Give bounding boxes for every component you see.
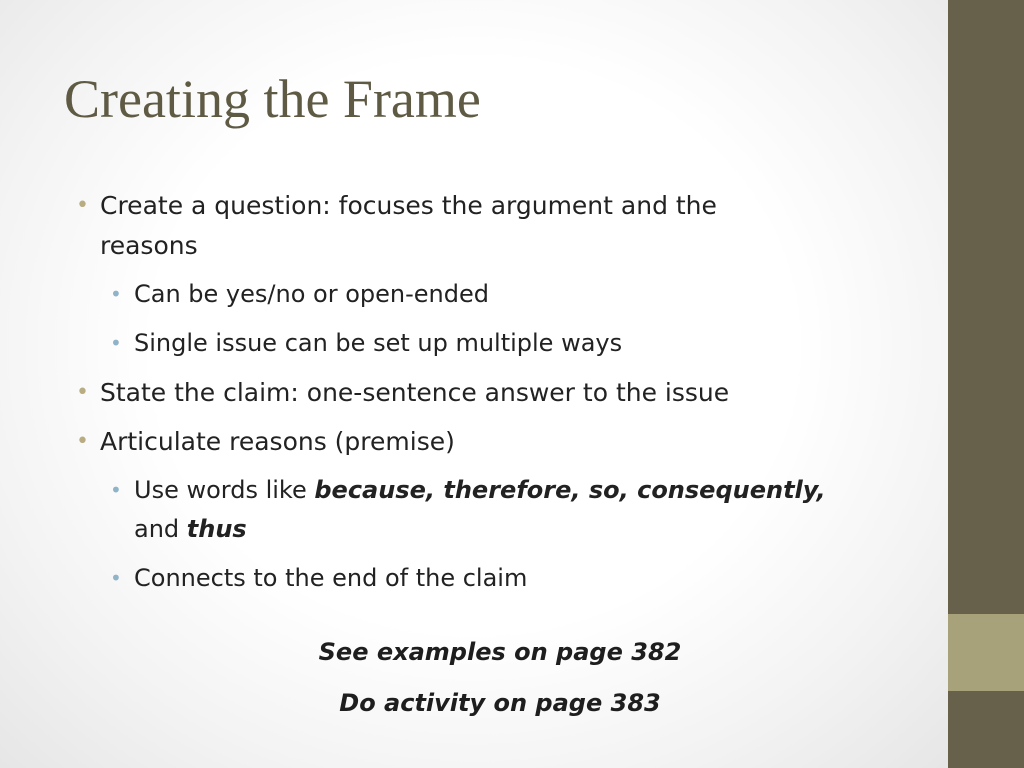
sub-bullet-text: Use words like xyxy=(134,476,315,504)
bullet-create-question xyxy=(76,186,896,266)
footer-examples-note: See examples on page 382 xyxy=(318,638,682,666)
sidebar-decoration xyxy=(948,0,1024,614)
sub-bullet-text: Single issue can be set up multiple ways xyxy=(134,329,623,357)
sub-bullet-connects xyxy=(76,559,896,598)
bullet-articulate-reasons xyxy=(76,422,896,462)
sub-bullet-marker: • xyxy=(110,566,122,590)
sub-bullet-text: Can be yes/no or open-ended xyxy=(134,280,489,308)
sub-bullet-text: Connects to the end of the claim xyxy=(134,564,528,592)
sub-bullet-single-issue xyxy=(76,324,896,363)
bullet-list xyxy=(76,186,896,608)
emphasized-keyword-thus: thus xyxy=(186,515,247,543)
bullet-state-claim xyxy=(76,373,896,413)
sub-bullet-yes-no xyxy=(76,275,896,314)
slide-title: Creating the Frame xyxy=(64,69,481,129)
bullet-text: State the claim: one-sentence answer to the issue xyxy=(100,378,730,407)
emphasized-keywords: because, therefore, so, consequently, xyxy=(314,476,826,504)
sub-bullet-use-words xyxy=(76,471,896,549)
bullet-marker: • xyxy=(76,193,89,218)
bullet-marker: • xyxy=(76,429,89,454)
sub-bullet-marker: • xyxy=(110,282,122,306)
sub-bullet-text-continued: and xyxy=(134,515,187,543)
sub-bullet-marker: • xyxy=(110,478,122,502)
bullet-text: Create a question: focuses the argument and the xyxy=(100,191,717,220)
bullet-text: Articulate reasons (premise) xyxy=(100,427,455,456)
footer-activity-note: Do activity on page 383 xyxy=(339,689,661,717)
sub-bullet-marker: • xyxy=(110,331,122,355)
bullet-marker: • xyxy=(76,380,89,405)
bullet-text-continued: reasons xyxy=(100,231,198,260)
